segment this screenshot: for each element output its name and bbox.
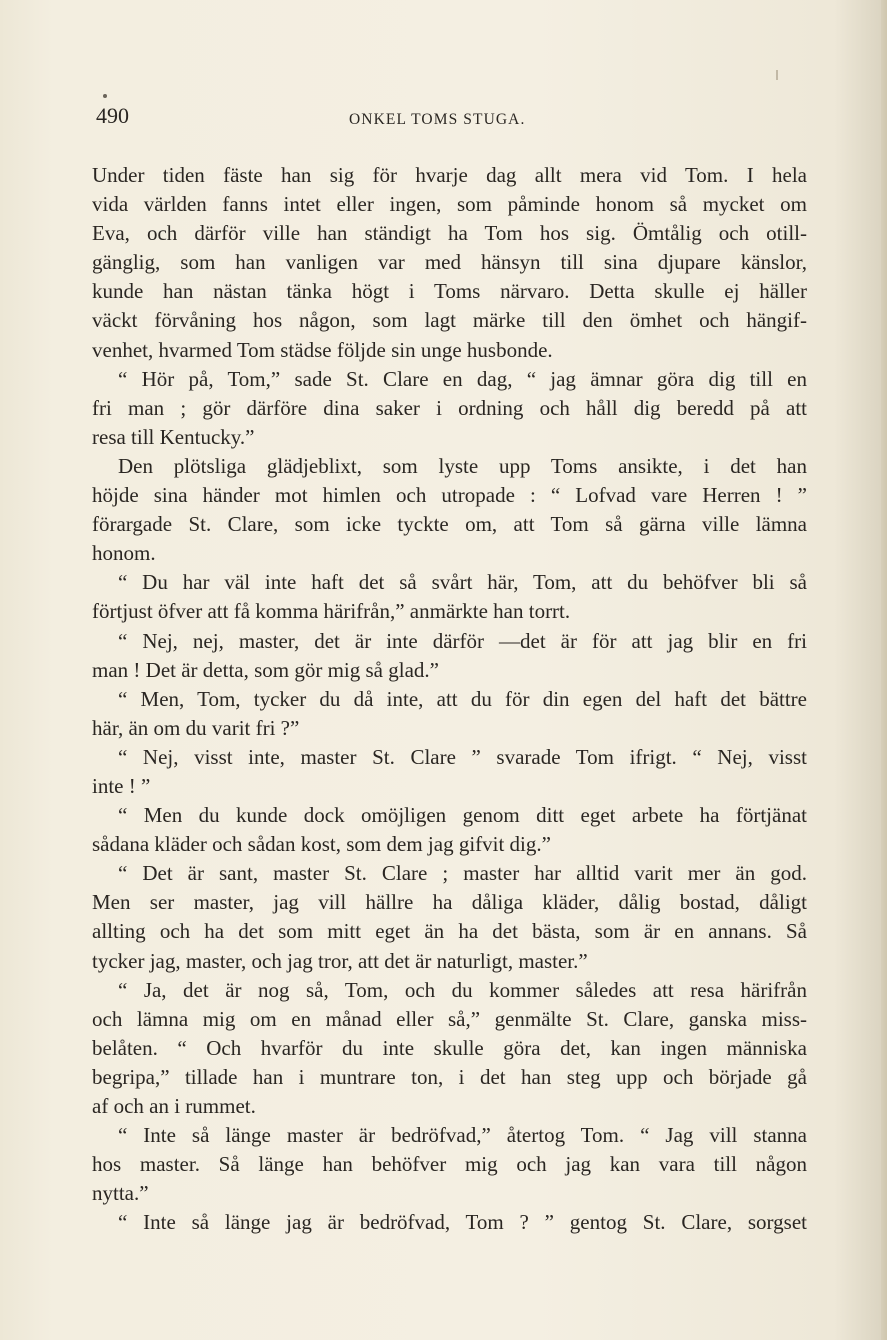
text-line: belåten. “ Och hvarför du inte skulle göra det, kan ingen människa — [92, 1035, 807, 1060]
text-line: “ Inte så länge jag är bedröfvad, Tom ? ” gentog St. Clare, sorgset — [118, 1210, 807, 1235]
text-line: “ Det är sant, master St. Clare ; master har alltid varit mer än god. — [118, 861, 807, 886]
text-line: här, än om du varit fri ?” — [92, 715, 300, 740]
text-line: tycker jag, master, och jag tror, att det är naturligt, master.” — [92, 948, 588, 973]
text-line: Den plötsliga glädjeblixt, som lyste upp Toms ansikte, i det han — [118, 453, 807, 478]
running-head: ONKEL TOMS STUGA. — [349, 111, 526, 128]
text-line: höjde sina händer mot himlen och utropade : “ Lofvad vare Herren ! ” — [92, 483, 807, 508]
page-number: 490 — [96, 103, 129, 128]
text-line: Eva, och därför ville han ständigt ha Tom hos sig. Ömtålig och otill- — [92, 221, 807, 246]
text-line: venhet, hvarmed Tom städse följde sin unge husbonde. — [92, 337, 553, 362]
page-mark — [776, 70, 778, 80]
text-line: “ Nej, nej, master, det är inte därför —det är för att jag blir en fri — [118, 628, 807, 653]
text-line: nytta.” — [92, 1181, 149, 1206]
text-line: Men ser master, jag vill hällre ha dåliga kläder, dålig bostad, dåligt — [92, 890, 807, 915]
text-line: inte ! ” — [92, 773, 151, 798]
text-line: väckt förvåning hos någon, som lagt märke till den ömhet och hängif- — [92, 308, 807, 333]
text-line: kunde han nästan tänka högt i Toms närvaro. Detta skulle ej häller — [92, 279, 807, 304]
text-line: allting och ha det som mitt eget än ha det bästa, som är en annans. Så — [92, 919, 807, 944]
text-line: “ Nej, visst inte, master St. Clare ” svarade Tom ifrigt. “ Nej, visst — [118, 744, 807, 769]
text-line: fri man ; gör därföre dina saker i ordning och håll dig beredd på att — [92, 395, 807, 420]
text-line: resa till Kentucky.” — [92, 424, 255, 449]
text-line: “ Men, Tom, tycker du då inte, att du för din egen del haft det bättre — [118, 686, 807, 711]
text-line: “ Ja, det är nog så, Tom, och du kommer således att resa härifrån — [118, 977, 807, 1002]
text-line: gänglig, som han vanligen var med hänsyn till sina djupare känslor, — [92, 250, 807, 275]
text-line: Under tiden fäste han sig för hvarje dag allt mera vid Tom. I hela — [92, 163, 807, 187]
ink-speck — [103, 94, 107, 98]
text-line: förargade St. Clare, som icke tyckte om, att Tom så gärna ville lämna — [92, 512, 807, 537]
text-line: “ Inte så länge master är bedröfvad,” återtog Tom. “ Jag vill stanna — [118, 1123, 807, 1148]
text-line: och lämna mig om en månad eller så,” genmälte St. Clare, ganska miss- — [92, 1006, 807, 1031]
text-line: vida världen fanns intet eller ingen, som påminde honom så mycket om — [92, 192, 807, 217]
page-header — [96, 103, 807, 133]
text-line: “ Men du kunde dock omöjligen genom ditt eget arbete ha förtjänat — [118, 803, 807, 828]
text-line: af och an i rummet. — [92, 1094, 256, 1118]
text-line: förtjust öfver att få komma härifrån,” anmärkte han torrt. — [92, 599, 571, 624]
text-line: honom. — [92, 541, 156, 566]
text-line: sådana kläder och sådan kost, som dem jag gifvit dig.” — [92, 832, 551, 857]
text-line: man ! Det är detta, som gör mig så glad.” — [92, 657, 439, 682]
text-line: begripa,” tillade han i muntrare ton, i det han steg upp och började gå — [92, 1064, 807, 1089]
body-text — [92, 161, 807, 1237]
text-line: hos master. Så länge han behöfver mig och jag kan vara till någon — [92, 1152, 807, 1177]
text-line: “ Du har väl inte haft det så svårt här, Tom, att du behöfver bli så — [118, 570, 807, 595]
page-edge-shadow — [881, 0, 887, 1340]
text-line: “ Hör på, Tom,” sade St. Clare en dag, “ jag ämnar göra dig till en — [118, 366, 807, 391]
